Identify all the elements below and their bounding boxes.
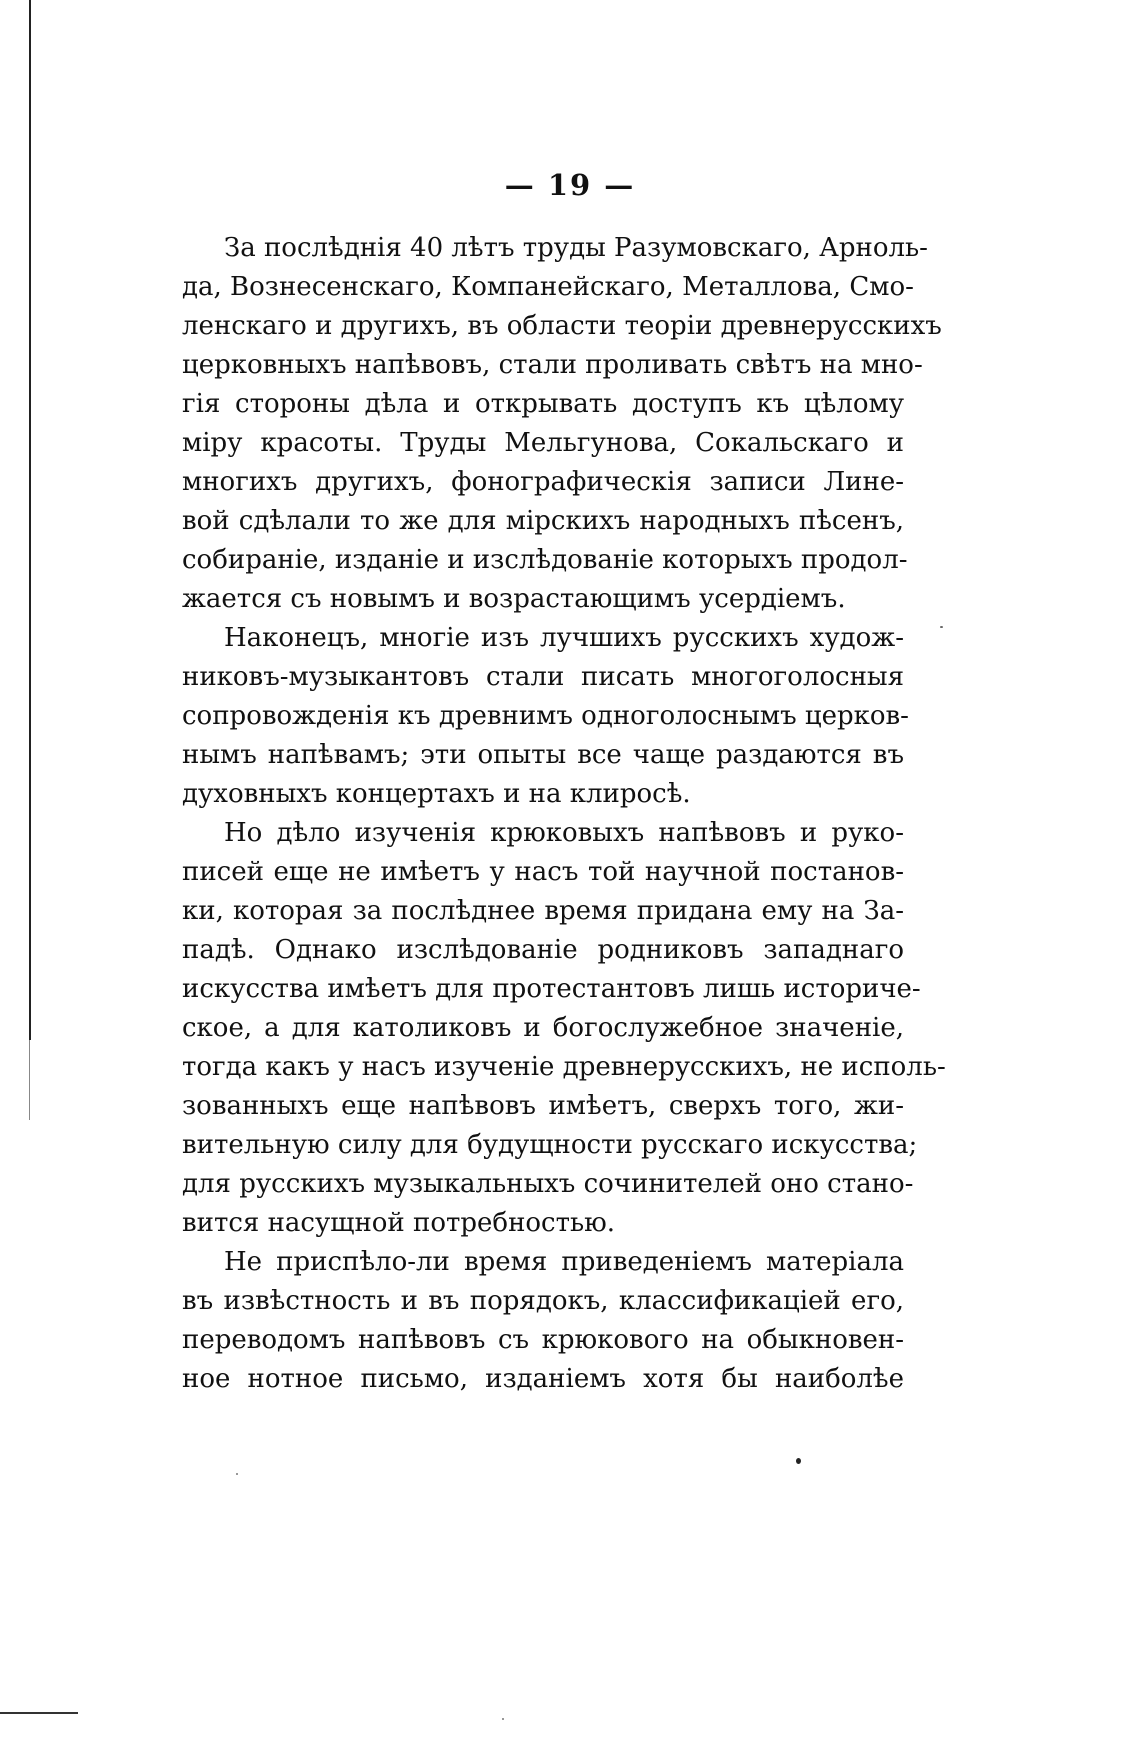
text-line: церковныхъ напѣвовъ, стали проливать свѣтъ на мно- [182, 350, 923, 380]
text-line: для русскихъ музыкальныхъ сочинителей оно стано- [182, 1169, 914, 1199]
text-line: сопровожденія къ древнимъ одноголоснымъ церков- [182, 701, 909, 731]
text-line: ное нотное письмо, изданіемъ хотя бы наиболѣе [182, 1364, 904, 1394]
text-line: переводомъ напѣвовъ съ крюкового на обыкновен- [182, 1325, 904, 1355]
page-number: — 19 — [504, 168, 636, 202]
text-line: Но дѣло изученія крюковыхъ напѣвовъ и руко- [224, 818, 904, 848]
text-line: вится насущной потребностью. [182, 1208, 616, 1238]
ink-speck [796, 1458, 801, 1464]
text-line: духовныхъ концертахъ и на клиросѣ. [182, 779, 691, 809]
text-line: да, Вознесенскаго, Компанейскаго, Металлова, Смо- [182, 272, 914, 302]
text-line: ское, а для католиковъ и богослужебное значеніе, [182, 1013, 904, 1043]
ink-speck [236, 1473, 238, 1475]
text-line: нымъ напѣвамъ; эти опыты все чаще раздаются въ [182, 740, 904, 770]
text-line: никовъ-музыкантовъ стали писать многоголосныя [182, 662, 904, 692]
text-line: вой сдѣлали то же для мірскихъ народныхъ пѣсенъ, [182, 506, 904, 536]
text-line: искусства имѣетъ для протестантовъ лишь историче- [182, 974, 921, 1004]
scan-bottom-rule [0, 1712, 78, 1714]
text-line: ки, которая за послѣднее время придана ему на За- [182, 896, 904, 926]
scan-edge-line-faint [29, 1040, 30, 1120]
ink-speck [940, 626, 943, 628]
text-line: тогда какъ у насъ изученіе древнерусскихъ, не исполь- [182, 1052, 946, 1082]
text-line: ленскаго и другихъ, въ области теоріи древнерусскихъ [182, 311, 942, 341]
text-line: зованныхъ еще напѣвовъ имѣетъ, сверхъ того, жи- [182, 1091, 904, 1121]
text-line: Наконецъ, многіе изъ лучшихъ русскихъ худож- [224, 623, 904, 653]
text-line: гія стороны дѣла и открывать доступъ къ цѣлому [182, 389, 904, 419]
text-line: писей еще не имѣетъ у насъ той научной постанов- [182, 857, 904, 887]
text-line: вительную силу для будущности русскаго искусства; [182, 1130, 918, 1160]
text-line: За послѣднія 40 лѣтъ труды Разумовскаго, Арноль- [224, 233, 928, 263]
text-line: въ извѣстность и въ порядокъ, классификаціей его, [182, 1286, 904, 1316]
text-line: жается съ новымъ и возрастающимъ усердіемъ. [182, 584, 846, 614]
text-line: собираніе, изданіе и изслѣдованіе которыхъ продол- [182, 545, 908, 575]
body-text [182, 229, 946, 1399]
ink-speck [502, 1718, 504, 1720]
scan-edge-line [29, 0, 31, 1040]
text-line: многихъ другихъ, фонографическія записи Лине- [182, 467, 904, 497]
text-line: падѣ. Однако изслѣдованіе родниковъ западнаго [182, 935, 904, 965]
text-line: Не приспѣло-ли время приведеніемъ матеріала [224, 1247, 904, 1277]
text-line: міру красоты. Труды Мельгунова, Сокальскаго и [182, 428, 904, 458]
